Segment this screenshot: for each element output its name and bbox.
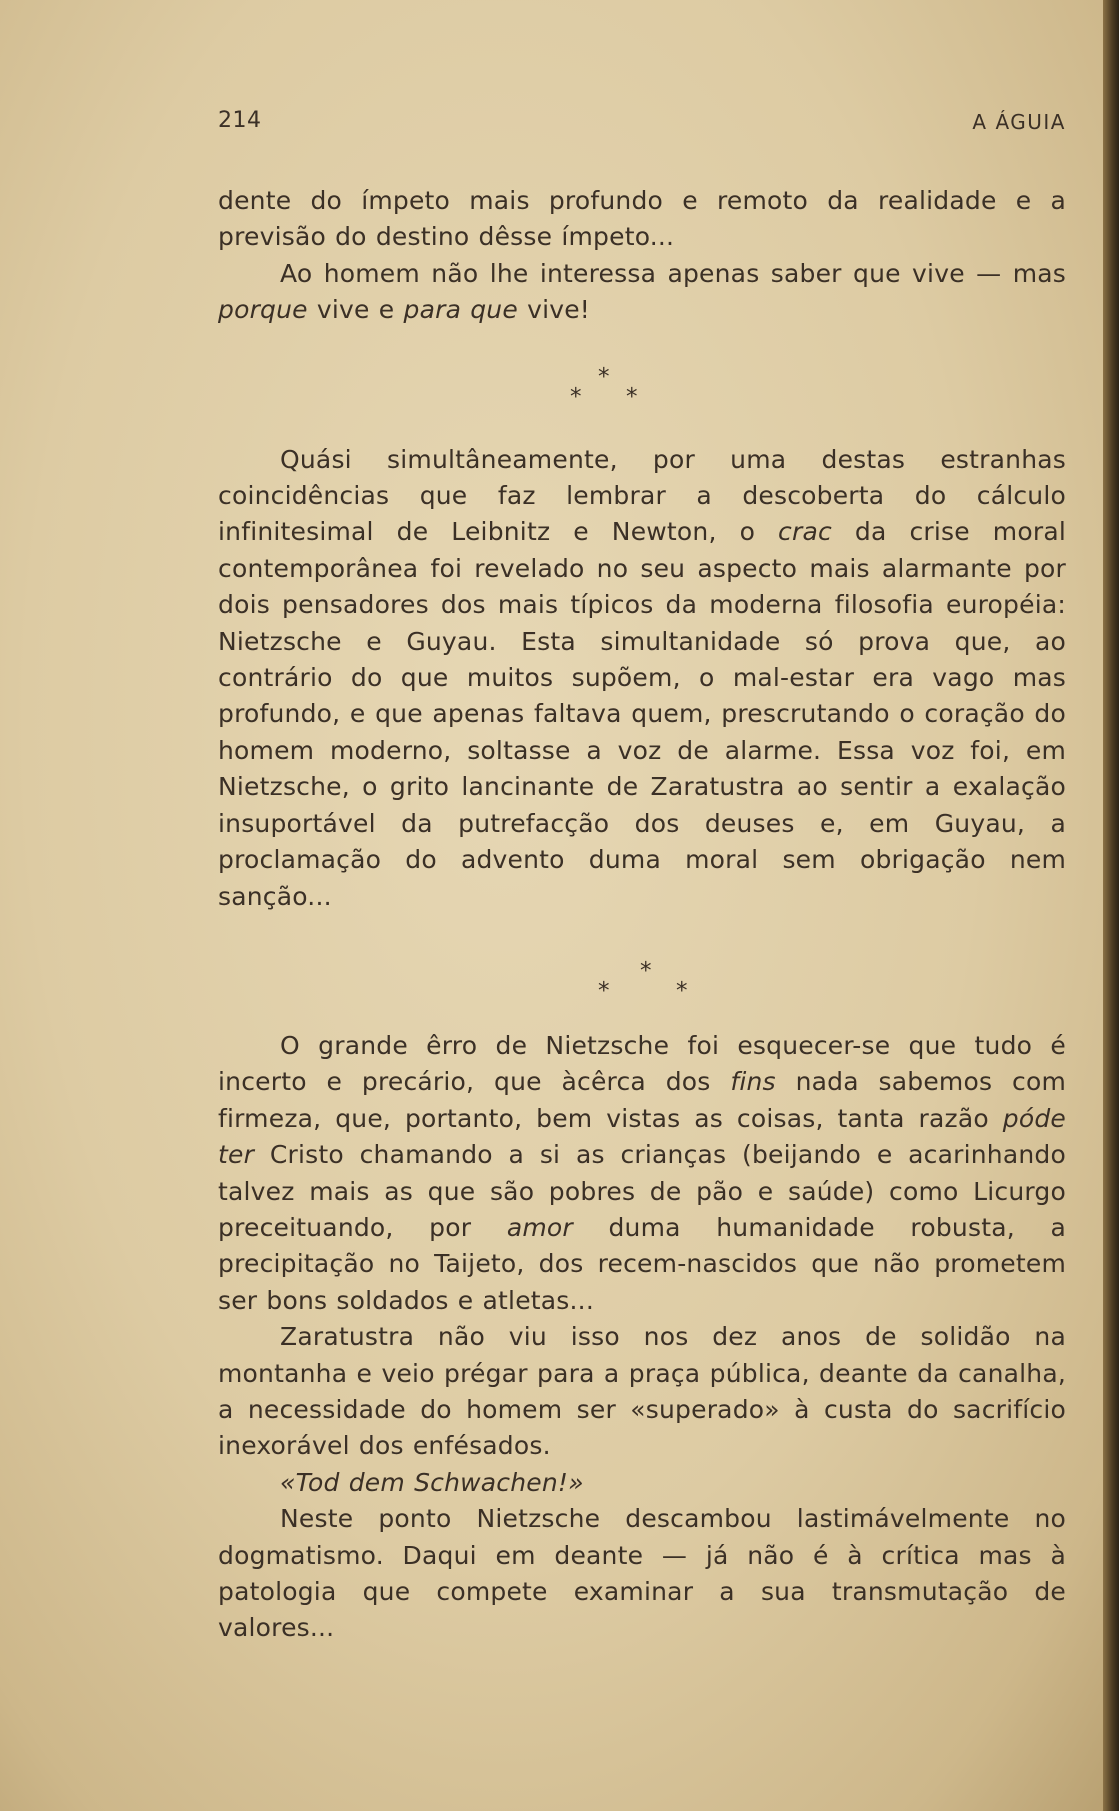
italic-text: crac (778, 517, 832, 547)
asterisk-icon: * (640, 957, 652, 984)
paragraph (218, 1319, 1066, 1465)
section-separator (218, 915, 1066, 1028)
asterisk-icon: * (570, 383, 582, 410)
paragraph-text: Neste ponto Nietzsche descambou lastimávelmente no dogmatismo. Daqui em deante — já não é à crítica mas à patologia que compete examinar a sua transmutação de valores... (218, 1504, 1066, 1643)
paragraph (218, 256, 1066, 329)
asterisk-icon: * (598, 977, 610, 1004)
running-head: A ÁGUIA (972, 110, 1066, 134)
asterisk-icon: * (598, 363, 610, 390)
page-edge-shadow (1103, 0, 1119, 1811)
italic-text: para que (403, 295, 518, 325)
quotation: «Tod dem Schwachen!» (280, 1467, 584, 1497)
body-text (218, 183, 1066, 1647)
paragraph (218, 442, 1066, 915)
paragraph-text: Zaratustra não viu isso nos dez anos de solidão na montanha e veio prégar para a praça pública, deante da canalha, a necessidade do homem ser «superado» à custa do sacrifício inexorável dos enfésados. (218, 1322, 1066, 1461)
paragraph-text: Ao homem não lhe interessa apenas saber que vive — mas (280, 258, 1066, 288)
asterisk-icon: * (676, 977, 688, 1004)
italic-text: amor (506, 1212, 573, 1242)
paragraph-text: Cristo chamando a si as crianças (beijando e acarinhando talvez mais as que são pobres de pão e saúde) como Licurgo preceituando, por (218, 1140, 1066, 1242)
section-separator (218, 329, 1066, 442)
paragraph-text: Quási simultâneamente, por uma destas estranhas coincidências que faz lembrar a descoberta do cálculo infinitesimal de Leibnitz e Newton, o (218, 444, 1066, 547)
italic-text: póde ter (218, 1103, 1066, 1170)
paragraph-text: duma humanidade robusta, a precipitação no Taijeto, dos recem-nascidos que não prometem ser bons soldados e atletas... (218, 1212, 1066, 1315)
page-header (218, 108, 1066, 138)
paragraph (218, 183, 1066, 256)
paragraph-text: da crise moral contemporânea foi revelado no seu aspecto mais alarmante por dois pensadores dos mais típicos da moderna filosofia européia: Nietzsche e Guyau. Esta simultanidade só prova que, ao contrário do que muitos supõem, o mal-estar era vago mas profundo, e que apenas faltava quem, prescrutando o coração do homem moderno, soltasse a voz de alarme. Essa voz foi, em Nietzsche, o grito lancinante de Zaratustra ao sentir a exalação insuportável da putrefacção dos deuses e, em Guyau, a proclamação do advento duma moral sem obrigação nem sanção... (218, 517, 1066, 911)
paragraph-text: nada sabemos com firmeza, que, portanto, bem vistas as coisas, tanta razão (218, 1067, 1066, 1133)
paragraph (218, 1028, 1066, 1319)
paragraph-text: vive! (517, 295, 591, 325)
paragraph-text: O grande êrro de Nietzsche foi esquecer-se que tudo é incerto e precário, que àcêrca dos (218, 1030, 1066, 1097)
italic-text: porque (218, 295, 308, 325)
paragraph (218, 1465, 1066, 1501)
paragraph-text: vive e (307, 295, 404, 325)
italic-text: fins (730, 1067, 776, 1097)
paragraph (218, 1501, 1066, 1647)
page-number: 214 (218, 108, 262, 133)
paragraph-text: dente do ímpeto mais profundo e remoto da realidade e a previsão do destino dêsse ímpeto... (218, 186, 1066, 252)
asterisk-icon: * (626, 383, 638, 410)
